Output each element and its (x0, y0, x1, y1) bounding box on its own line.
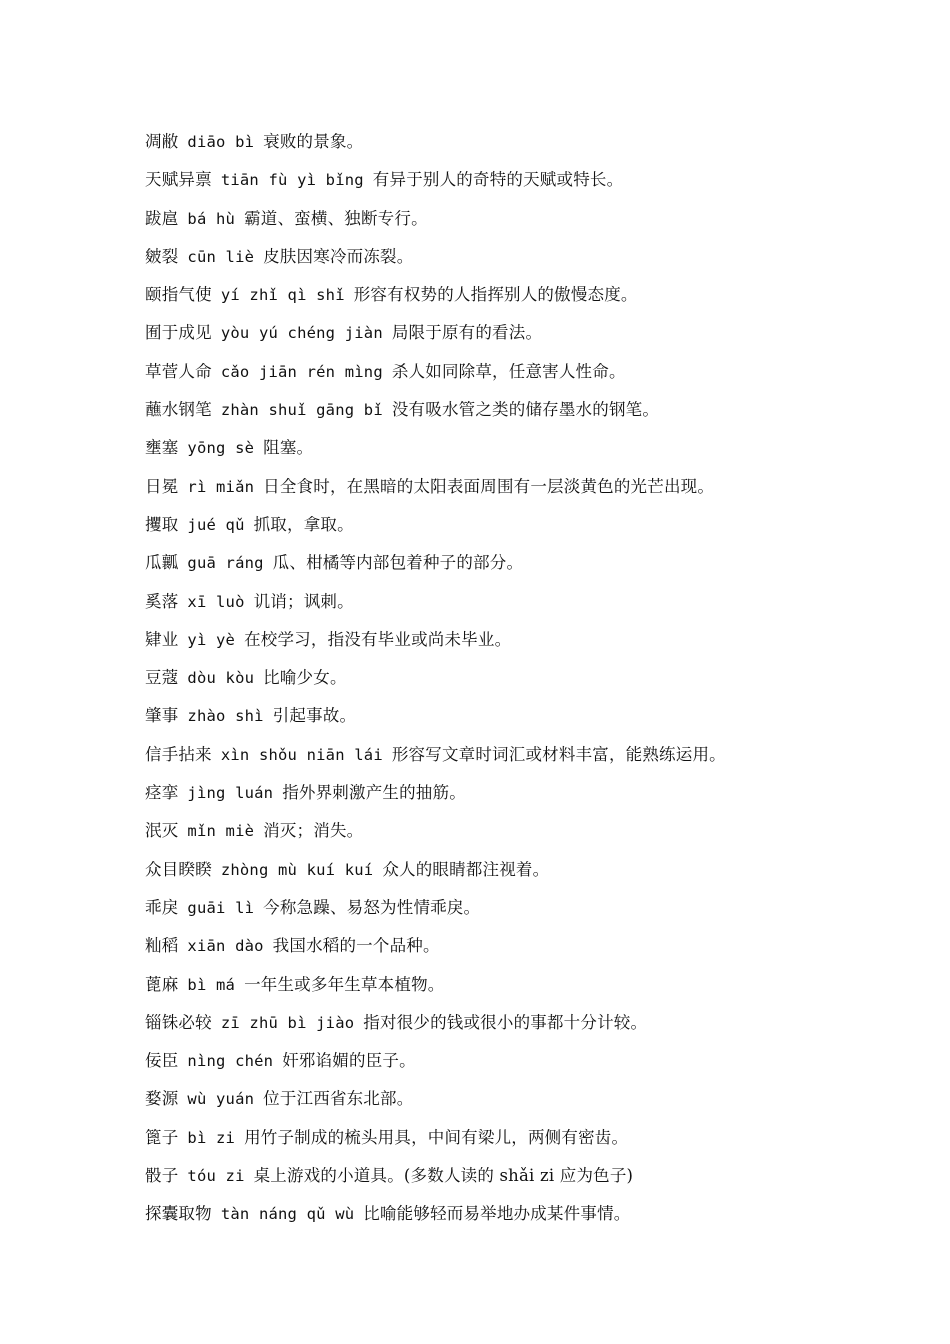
entry-term: 痉挛 (145, 783, 179, 803)
entry-pinyin: tàn náng qǔ wù (220, 1205, 355, 1224)
entry-definition: 一年生或多年生草本植物。 (244, 974, 445, 994)
entry-term: 探囊取物 (145, 1204, 212, 1224)
entry-pinyin: zhào shì (187, 707, 264, 726)
vocab-entry (145, 966, 905, 1004)
vocab-entry (145, 1004, 905, 1042)
entry-definition: 杀人如同除草，任意害人性命。 (391, 361, 626, 381)
entry-term: 颐指气使 (145, 285, 212, 305)
entry-definition: 用竹子制成的梳头用具，中间有梁儿，两侧有密齿。 (244, 1127, 629, 1147)
entry-definition: 比喻少女。 (263, 668, 347, 688)
entry-definition: 阻塞。 (263, 438, 314, 458)
entry-definition: 形容写文章时词汇或材料丰富，能熟练运用。 (391, 744, 726, 764)
entry-definition: 有异于别人的奇特的天赋或特长。 (372, 170, 624, 190)
vocab-entry (145, 506, 905, 544)
entry-term: 籼稻 (145, 936, 179, 956)
entry-term: 肇事 (145, 706, 179, 726)
entry-term: 皴裂 (145, 246, 179, 266)
entry-pinyin: guāi lì (187, 898, 255, 917)
entry-definition: 众人的眼睛都注视着。 (382, 859, 550, 879)
vocab-entry (145, 697, 905, 735)
entry-pinyin: bì má (187, 975, 236, 994)
vocab-entry (145, 927, 905, 965)
vocab-entry (145, 1157, 905, 1195)
vocab-entry (145, 812, 905, 850)
entry-pinyin: zhòng mù kuí kuí (220, 860, 374, 879)
entry-pinyin: bì zi (187, 1128, 236, 1147)
entry-definition: 位于江西省东北部。 (263, 1089, 414, 1109)
vocab-entry (145, 429, 905, 467)
vocab-entry (145, 391, 905, 429)
entry-pinyin: jìng luán (187, 784, 274, 803)
vocab-entry (145, 200, 905, 238)
entry-term: 骰子 (145, 1166, 179, 1186)
entry-pinyin: xī luò (187, 592, 245, 611)
entry-term: 篦子 (145, 1127, 179, 1147)
entry-definition: 日全食时，在黑暗的太阳表面周围有一层淡黄色的光芒出现。 (263, 476, 715, 496)
vocab-entry (145, 851, 905, 889)
vocab-entry (145, 621, 905, 659)
entry-definition: 在校学习，指没有毕业或尚未毕业。 (244, 629, 512, 649)
entry-pinyin: jué qǔ (187, 515, 245, 534)
vocab-entry (145, 659, 905, 697)
entry-definition: 指外界刺激产生的抽筋。 (282, 783, 466, 803)
vocab-entry (145, 1119, 905, 1157)
entry-term: 跋扈 (145, 208, 179, 228)
entry-term: 众目睽睽 (145, 859, 212, 879)
vocabulary-list (145, 123, 905, 1234)
vocab-entry (145, 736, 905, 774)
entry-definition: 奸邪谄媚的臣子。 (282, 1051, 416, 1071)
entry-definition: 我国水稻的一个品种。 (272, 936, 440, 956)
entry-definition: 局限于原有的看法。 (391, 323, 543, 343)
entry-pinyin: nìng chén (187, 1052, 274, 1071)
entry-definition: 抓取，拿取。 (253, 514, 354, 534)
entry-definition: 形容有权势的人指挥别人的傲慢态度。 (353, 285, 638, 305)
vocab-entry (145, 1080, 905, 1118)
entry-term: 肄业 (145, 629, 179, 649)
vocab-entry (145, 276, 905, 314)
entry-term: 豆蔻 (145, 668, 179, 688)
entry-term: 壅塞 (145, 438, 179, 458)
entry-pinyin: yōng sè (187, 439, 255, 458)
entry-term: 泯灭 (145, 821, 179, 841)
entry-definition: 瓜、柑橘等内部包着种子的部分。 (272, 553, 524, 573)
vocab-entry (145, 314, 905, 352)
entry-term: 草菅人命 (145, 361, 212, 381)
entry-pinyin: xiān dào (187, 937, 264, 956)
entry-term: 信手拈来 (145, 744, 212, 764)
entry-pinyin: mǐn miè (187, 822, 255, 841)
entry-pinyin: zī zhū bì jiào (220, 1013, 355, 1032)
entry-pinyin: tóu zi (187, 1167, 245, 1186)
entry-term: 日冕 (145, 476, 179, 496)
entry-pinyin: yì yè (187, 630, 236, 649)
entry-term: 佞臣 (145, 1051, 179, 1071)
entry-pinyin: xìn shǒu niān lái (220, 745, 383, 764)
entry-pinyin: guā ráng (187, 554, 264, 573)
entry-pinyin: cūn liè (187, 247, 255, 266)
entry-pinyin: yí zhǐ qì shǐ (220, 286, 345, 305)
entry-pinyin: rì miǎn (187, 477, 255, 496)
entry-term: 蓖麻 (145, 974, 179, 994)
entry-term: 天赋异禀 (145, 170, 212, 190)
entry-definition: 没有吸水管之类的储存墨水的钢笔。 (391, 400, 660, 420)
entry-pinyin: tiān fù yì bǐng (220, 171, 364, 190)
entry-definition: 指对很少的钱或很小的事都十分计较。 (363, 1012, 648, 1032)
entry-term: 攫取 (145, 514, 179, 534)
vocab-entry (145, 774, 905, 812)
entry-term: 蘸水钢笔 (145, 400, 212, 420)
entry-pinyin: dòu kòu (187, 669, 255, 688)
entry-definition: 引起事故。 (272, 706, 357, 726)
vocab-entry (145, 544, 905, 582)
vocab-entry (145, 583, 905, 621)
entry-pinyin: cǎo jiān rén mìng (220, 362, 383, 381)
vocab-entry (145, 123, 905, 161)
vocab-entry (145, 238, 905, 276)
entry-definition: 比喻能够轻而易举地办成某件事情。 (363, 1204, 631, 1224)
entry-term: 凋敝 (145, 132, 179, 151)
entry-definition: 皮肤因寒冷而冻裂。 (263, 246, 414, 266)
entry-term: 乖戾 (145, 897, 179, 917)
entry-definition: 今称急躁、易怒为性情乖戾。 (263, 897, 481, 917)
vocab-entry (145, 468, 905, 506)
entry-definition: 衰败的景象。 (263, 132, 364, 151)
entry-definition: 讥诮；讽刺。 (253, 591, 354, 611)
entry-term: 锱铢必较 (145, 1012, 212, 1032)
vocab-entry (145, 1195, 905, 1233)
entry-term: 奚落 (145, 591, 179, 611)
entry-definition: 霸道、蛮横、独断专行。 (244, 208, 428, 228)
entry-definition: 桌上游戏的小道具。(多数人读的 shǎi zi 应为色子) (253, 1166, 634, 1186)
entry-pinyin: bá hù (187, 209, 236, 228)
vocab-entry (145, 1042, 905, 1080)
entry-pinyin: yòu yú chéng jiàn (220, 324, 383, 343)
entry-term: 瓜瓤 (145, 553, 179, 573)
entry-definition: 消灭；消失。 (263, 821, 364, 841)
entry-term: 囿于成见 (145, 323, 212, 343)
entry-pinyin: zhàn shuǐ gāng bǐ (220, 401, 383, 420)
vocab-entry (145, 889, 905, 927)
vocab-entry (145, 353, 905, 391)
vocab-entry (145, 161, 905, 199)
entry-pinyin: diāo bì (187, 133, 255, 151)
entry-pinyin: wù yuán (187, 1090, 255, 1109)
entry-term: 婺源 (145, 1089, 179, 1109)
